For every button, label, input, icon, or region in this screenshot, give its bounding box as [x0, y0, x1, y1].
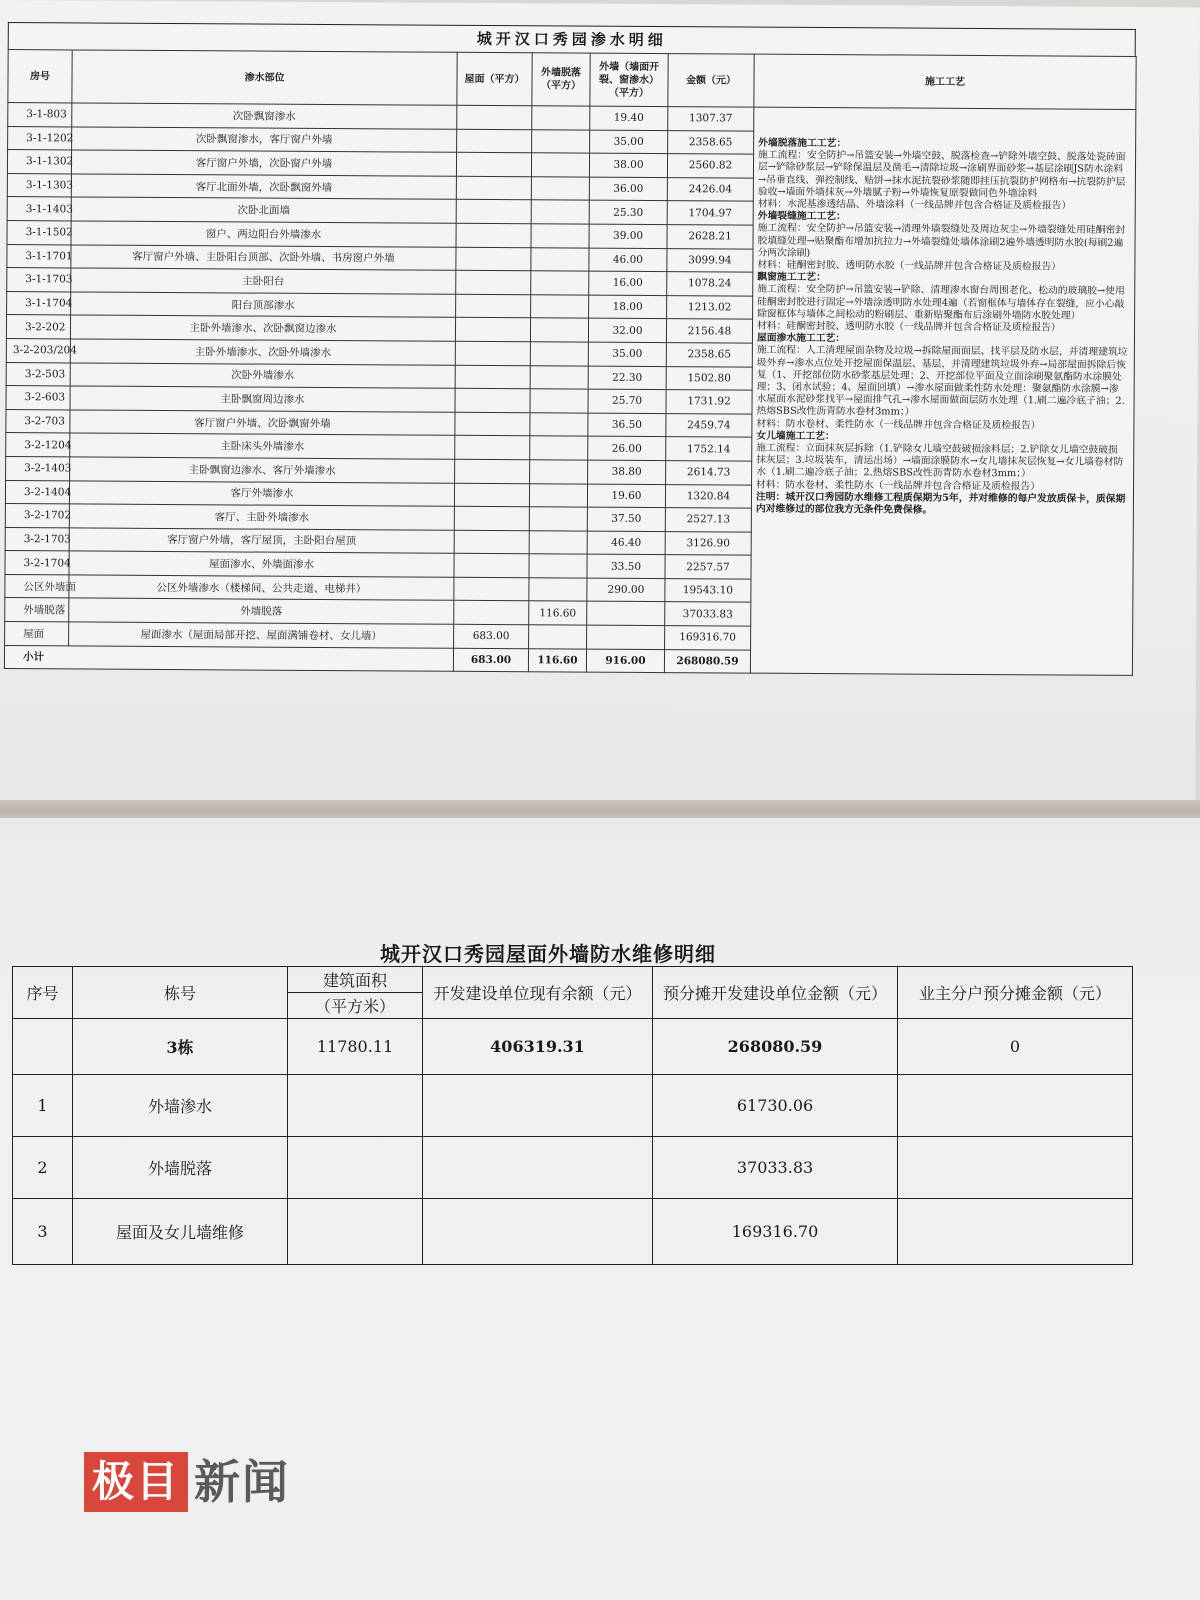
process-text: 施工流程：安全防护→吊篮安装→外墙空鼓、脱落检查→铲除外墙空鼓、脱落处瓷砖面层→铲除砂浆层→铲除保温层及凿毛→清除垃圾→涂刷界面砂浆→基层涂刷JS防水涂料→吊垂直线、弹控制线、贴饼→抹水泥抗裂砂浆随即挂压抗裂防护网格布→抗裂防护层验收→墙面外墙抹灰→外墙腻子粉→外墙恢复原裂做同色外墙涂料: [757, 149, 1126, 200]
roof-cell: [456, 247, 531, 271]
summary-header-row-1: [13, 967, 1133, 993]
roof-cell: [454, 601, 529, 625]
summary-item-owner: [898, 1199, 1133, 1265]
fall-cell: [531, 247, 589, 271]
process-text: 施工流程：安全防护→吊篮安装→清理外墙裂缝处及周边灰尘→外墙裂缝处用硅酮密封胶填缝处理→贴聚酯布增加抗拉力→外墙裂缝处墙体涂刷2遍外墙透明防水胶(每刷2遍分两次涂刷): [757, 223, 1126, 259]
process-text: 材料：防水卷材、柔性防水（一线品牌并包含合格证及质检报告）: [756, 479, 1041, 493]
fall-cell: [530, 460, 588, 484]
roof-cell: [454, 530, 529, 554]
amount-cell: 169316.70: [665, 626, 751, 650]
amount-cell: 19543.10: [665, 578, 751, 602]
subtotal-wall: 916.00: [586, 649, 664, 673]
amount-cell: 1731.92: [666, 390, 752, 414]
wall-cell: 36.50: [588, 413, 666, 437]
part-cell: 客厅窗户外墙、主卧阳台顶部、次卧外墙、书房窗户外墙: [71, 245, 456, 271]
part-cell: 客厅、主卧外墙渗水: [69, 504, 454, 530]
part-cell: 公区外墙渗水（楼梯间、公共走道、电梯井）: [69, 575, 454, 601]
room-cell: 3-2-1703: [5, 527, 69, 551]
summary-item-amount: 169316.70: [653, 1199, 898, 1265]
fall-cell: [531, 153, 589, 177]
amount-cell: 2257.57: [665, 555, 751, 579]
amount-cell: 2426.04: [667, 177, 753, 201]
summary-item-balance: [423, 1075, 653, 1137]
process-text: 施工流程：立面抹灰层拆除（1.铲除女儿墙空鼓破损涂料层；2.铲除女儿墙空鼓破损抹灰层；3.垃圾装车，清运出场）→墙面涂膜防水→女儿墙抹灰层恢复→女儿墙卷材防水（1.刷二遍冷底子油；2.热熔SBS改性沥青防水卷材3mm；）: [756, 442, 1124, 480]
summary-header-area-bottom: （平方米）: [288, 993, 423, 1019]
room-cell: 3-2-703: [6, 409, 70, 433]
room-cell: 3-1-1701: [7, 244, 71, 268]
summary-item-name: 外墙脱落: [73, 1137, 288, 1199]
part-cell: 次卧北面墙: [71, 197, 456, 223]
summary-item-name: 外墙渗水: [73, 1075, 288, 1137]
amount-cell: 2459.74: [666, 413, 752, 437]
roof-cell: [455, 341, 530, 365]
fall-cell: [532, 129, 590, 153]
roof-cell: [456, 176, 531, 200]
fall-cell: [531, 271, 589, 295]
room-cell: 3-1-1302: [7, 150, 71, 174]
roof-cell: [455, 365, 530, 389]
room-cell: 3-2-1204: [6, 433, 70, 457]
subtotal-fall: 116.60: [528, 648, 586, 672]
summary-item-name: 屋面及女儿墙维修: [73, 1199, 288, 1265]
summary-item-row: [13, 1199, 1133, 1265]
part-cell: 次卧飘窗渗水: [72, 103, 457, 129]
room-cell: 3-2-202: [6, 315, 70, 339]
process-text: 材料：防水卷材、柔性防水（一线品牌并包含合格证及质检报告）: [756, 418, 1041, 432]
fall-cell: [531, 200, 589, 224]
roof-cell: [456, 270, 531, 294]
summary-item-balance: [423, 1137, 653, 1199]
process-heading-text: 飘窗施工工艺：: [757, 271, 826, 284]
summary-main-building: 3栋: [73, 1019, 288, 1075]
summary-item-row: [13, 1137, 1133, 1199]
wall-cell: 32.00: [588, 318, 666, 342]
room-cell: 3-1-1202: [8, 126, 72, 150]
subtotal-label: 小计: [4, 645, 453, 671]
roof-cell: [457, 105, 532, 129]
amount-cell: 1752.14: [666, 437, 752, 461]
wall-cell: 35.00: [590, 130, 668, 154]
room-cell: 公区外墙面: [5, 574, 69, 598]
process-heading-text: 外墙脱落施工工艺：: [758, 137, 847, 150]
room-cell: 3-2-1403: [6, 456, 70, 480]
header-amount: 金额（元）: [668, 54, 754, 108]
wall-cell: 33.50: [587, 554, 665, 578]
wall-cell: [587, 602, 665, 626]
roof-cell: [456, 294, 531, 318]
summary-main-balance: 406319.31: [423, 1019, 653, 1075]
process-heading-text: 注明：城开汉口秀园防水维修工程质保期为5年，并对维修的每户发放质保卡，质保期内对维修过的部位我方无条件免费保修。: [755, 491, 1126, 516]
part-cell: 屋面渗水、外墙面渗水: [69, 551, 454, 577]
wall-cell: 22.30: [588, 366, 666, 390]
room-cell: 3-2-1704: [5, 551, 69, 575]
subtotal-amount: 268080.59: [664, 649, 750, 673]
process-text: 材料：水泥基渗透结晶、外墙涂料（一线品牌并包含合格证及质检报告）: [757, 198, 1072, 212]
roof-cell: [455, 388, 530, 412]
header-room: 房号: [8, 50, 72, 103]
amount-cell: 2628.21: [667, 225, 753, 249]
summary-main-area: 11780.11: [288, 1019, 423, 1075]
watermark-red-text: 极目: [84, 1452, 188, 1512]
fall-cell: [529, 625, 587, 649]
wall-cell: 36.00: [589, 177, 667, 201]
process-description: [750, 107, 1135, 676]
summary-item-balance: [423, 1199, 653, 1265]
summary-item-row: [13, 1075, 1133, 1137]
summary-item-owner: [898, 1075, 1133, 1137]
summary-main-prealloc-owner: 0: [898, 1019, 1133, 1075]
amount-cell: 1078.24: [667, 272, 753, 296]
wall-cell: 290.00: [587, 578, 665, 602]
fall-cell: [530, 318, 588, 342]
room-cell: 3-2-1702: [5, 504, 69, 528]
part-cell: 窗户、两边阳台外墙渗水: [71, 221, 456, 247]
summary-item-area: [288, 1199, 423, 1265]
process-heading-text: 屋面渗水施工工艺：: [756, 332, 846, 345]
header-wall: 外墙（墙面开裂、窗渗水）（平方）: [590, 53, 668, 106]
amount-cell: 37033.83: [665, 602, 751, 626]
amount-cell: 2560.82: [667, 154, 753, 178]
room-cell: 3-2-603: [6, 386, 70, 410]
summary-item-seq: 2: [13, 1137, 73, 1199]
part-cell: 屋面渗水（屋面局部开挖、屋面满铺卷材、女儿墙）: [69, 622, 454, 648]
room-cell: 3-1-803: [8, 103, 72, 127]
amount-cell: 1307.37: [668, 107, 754, 131]
part-cell: 主卧床头外墙渗水: [70, 433, 455, 459]
roof-cell: [454, 554, 529, 578]
roof-cell: [457, 129, 532, 153]
part-cell: 主卧外墙渗水、次卧飘窗边渗水: [70, 315, 455, 341]
summary-header-prealloc-owner: 业主分户预分摊金额（元）: [898, 967, 1133, 1019]
wall-cell: 19.40: [590, 106, 668, 130]
process-text: 施工流程：安全防护→吊篮安装→铲除、清理渗水窗台周围老化、松动的玻璃胶→使用硅酮密封胶进行固定→外墙涂透明防水处理4遍（若窗框体与墙体存在裂缝，应小心敲除窗框体与墙体之间松动的粉刷层、重新贴聚酯布后涂刷外墙防水胶处理）: [757, 284, 1125, 322]
process-text: 施工流程：人工清理屋面杂物及垃圾→拆除屋面面层、找平层及防水层，并清理建筑垃圾外弃→渗水点位处开挖屋面保温层、基层，并清理建筑垃圾外弃→局部屋面拆除后恢复（1、开挖部位防水砂浆基层处理；2、开挖部位平面及立面涂刷聚氨酯防水涂膜处理；3、闭水试验；4、屋面回填）→渗水屋面做柔性防水处理：聚氨酯防水涂膜→渗水屋面水泥砂浆找平→屋面排气孔→渗水屋面做面层防水处理（1.刷二遍冷底子油；2.热熔SBS改性沥青防水卷材3mm；）: [756, 345, 1128, 419]
part-cell: 主卧阳台: [71, 268, 456, 294]
part-cell: 次卧飘窗渗水，客厅窗户外墙: [72, 127, 457, 153]
amount-cell: 1320.84: [665, 484, 751, 508]
summary-item-area: [288, 1137, 423, 1199]
subtotal-roof: 683.00: [453, 648, 528, 672]
room-cell: 3-2-203/204: [6, 338, 70, 362]
header-fall: 外墙脱落（平方）: [532, 53, 590, 106]
fall-cell: [531, 224, 589, 248]
fall-cell: [530, 412, 588, 436]
part-cell: 客厅窗户外墙、次卧飘窗外墙: [70, 410, 455, 436]
amount-cell: 1213.02: [667, 295, 753, 319]
room-cell: 3-1-1703: [7, 268, 71, 292]
summary-header-balance: 开发建设单位现有余额（元）: [423, 967, 653, 1019]
amount-cell: 2614.73: [666, 460, 752, 484]
header-roof: 屋面（平方）: [457, 52, 532, 105]
roof-cell: [455, 436, 530, 460]
summary-title: 城开汉口秀园屋面外墙防水维修明细: [380, 942, 716, 966]
summary-header-area-top: 建筑面积: [288, 967, 423, 993]
part-cell: 客厅外墙渗水: [69, 480, 454, 506]
summary-item-owner: [898, 1137, 1133, 1199]
summary-item-amount: 61730.06: [653, 1075, 898, 1137]
fall-cell: [530, 436, 588, 460]
wall-cell: 38.80: [588, 460, 666, 484]
wall-cell: [587, 625, 665, 649]
wall-cell: 18.00: [589, 295, 667, 319]
part-cell: 客厅北面外墙，次卧飘窗外墙: [71, 174, 456, 200]
amount-cell: 2358.65: [668, 130, 754, 154]
wall-cell: 25.70: [588, 389, 666, 413]
fall-cell: [532, 106, 590, 130]
leak-detail-header-row: [8, 50, 1136, 110]
part-cell: 次卧外墙渗水: [70, 362, 455, 388]
process-heading-text: 女儿墙施工工艺：: [756, 430, 835, 442]
roof-cell: [455, 412, 530, 436]
fall-cell: [529, 483, 587, 507]
roof-cell: [455, 459, 530, 483]
wall-cell: 37.50: [587, 507, 665, 531]
part-cell: 外墙脱落: [69, 598, 454, 624]
part-cell: 主卧飘窗边渗水、客厅外墙渗水: [70, 457, 455, 483]
wall-cell: 16.00: [589, 271, 667, 295]
summary-header-seq: 序号: [13, 967, 73, 1019]
fall-cell: [530, 342, 588, 366]
roof-cell: [456, 223, 531, 247]
roof-cell: [456, 152, 531, 176]
wall-cell: 19.60: [587, 484, 665, 508]
summary-table: [12, 966, 1133, 1265]
leak-detail-table: [4, 49, 1137, 676]
summary-item-seq: 3: [13, 1199, 73, 1265]
roof-cell: [455, 318, 530, 342]
roof-cell: [456, 200, 531, 224]
amount-cell: 2358.65: [666, 343, 752, 367]
room-cell: 3-2-1404: [5, 480, 69, 504]
jimu-news-watermark: [84, 1452, 290, 1512]
roof-cell: [454, 483, 529, 507]
part-cell: 阳台顶部渗水: [71, 292, 456, 318]
room-cell: 3-1-1403: [7, 197, 71, 221]
fall-cell: [531, 177, 589, 201]
amount-cell: 1502.80: [666, 366, 752, 390]
part-cell: 主卧飘窗周边渗水: [70, 386, 455, 412]
wall-cell: 35.00: [588, 342, 666, 366]
room-cell: 3-2-503: [6, 362, 70, 386]
amount-cell: 3126.90: [665, 531, 751, 555]
fall-cell: [530, 389, 588, 413]
watermark-gray-text: 新闻: [194, 1455, 291, 1509]
summary-item-amount: 37033.83: [653, 1137, 898, 1199]
fall-cell: [531, 294, 589, 318]
fall-cell: [529, 507, 587, 531]
summary-item-seq: 1: [13, 1075, 73, 1137]
roof-cell: 683.00: [454, 624, 529, 648]
room-cell: 3-1-1303: [7, 173, 71, 197]
wall-cell: 39.00: [589, 224, 667, 248]
wall-cell: 38.00: [589, 153, 667, 177]
summary-main-seq: [13, 1019, 73, 1075]
process-heading-text: 外墙裂缝施工工艺：: [757, 210, 846, 223]
leak-detail-title: 城开汉口秀园渗水明细: [8, 22, 1136, 56]
summary-header-prealloc-dev: 预分摊开发建设单位金额（元）: [653, 967, 898, 1019]
amount-cell: 2527.13: [665, 508, 751, 532]
fall-cell: [530, 365, 588, 389]
header-process: 施工工艺: [754, 54, 1136, 109]
header-part: 渗水部位: [72, 50, 457, 105]
roof-cell: [454, 506, 529, 530]
room-cell: 外墙脱落: [5, 598, 69, 622]
fall-cell: [529, 554, 587, 578]
roof-cell: [454, 577, 529, 601]
room-cell: 3-1-1704: [7, 291, 71, 315]
process-text: 材料：硅酮密封胶、透明防水胶（一线品牌并包含合格证及质检报告）: [757, 259, 1062, 273]
summary-item-area: [288, 1075, 423, 1137]
room-cell: 屋面: [5, 622, 69, 646]
room-cell: 3-1-1502: [7, 221, 71, 245]
fall-cell: [529, 578, 587, 602]
wall-cell: 46.40: [587, 531, 665, 555]
process-text: 材料：硅酮密封胶、透明防水胶（一线品牌并包含合格证及质检报告）: [756, 320, 1061, 334]
process-heading: [756, 492, 1127, 519]
wall-cell: 25.30: [589, 200, 667, 224]
summary-main-prealloc-dev: 268080.59: [653, 1019, 898, 1075]
wall-cell: 26.00: [588, 436, 666, 460]
amount-cell: 2156.48: [666, 319, 752, 343]
fall-cell: [529, 530, 587, 554]
summary-header-building: 栋号: [73, 967, 288, 1019]
wall-cell: 46.00: [589, 248, 667, 272]
summary-main-row: [13, 1019, 1133, 1075]
amount-cell: 3099.94: [667, 248, 753, 272]
part-cell: 客厅窗户外墙，次卧窗户外墙: [71, 150, 456, 176]
part-cell: 客厅窗户外墙，客厅屋顶，主卧阳台屋顶: [69, 528, 454, 554]
leak-detail-table-wrap: [4, 22, 1136, 676]
part-cell: 主卧外墙渗水、次卧外墙渗水: [70, 339, 455, 365]
fall-cell: 116.60: [529, 601, 587, 625]
amount-cell: 1704.97: [667, 201, 753, 225]
